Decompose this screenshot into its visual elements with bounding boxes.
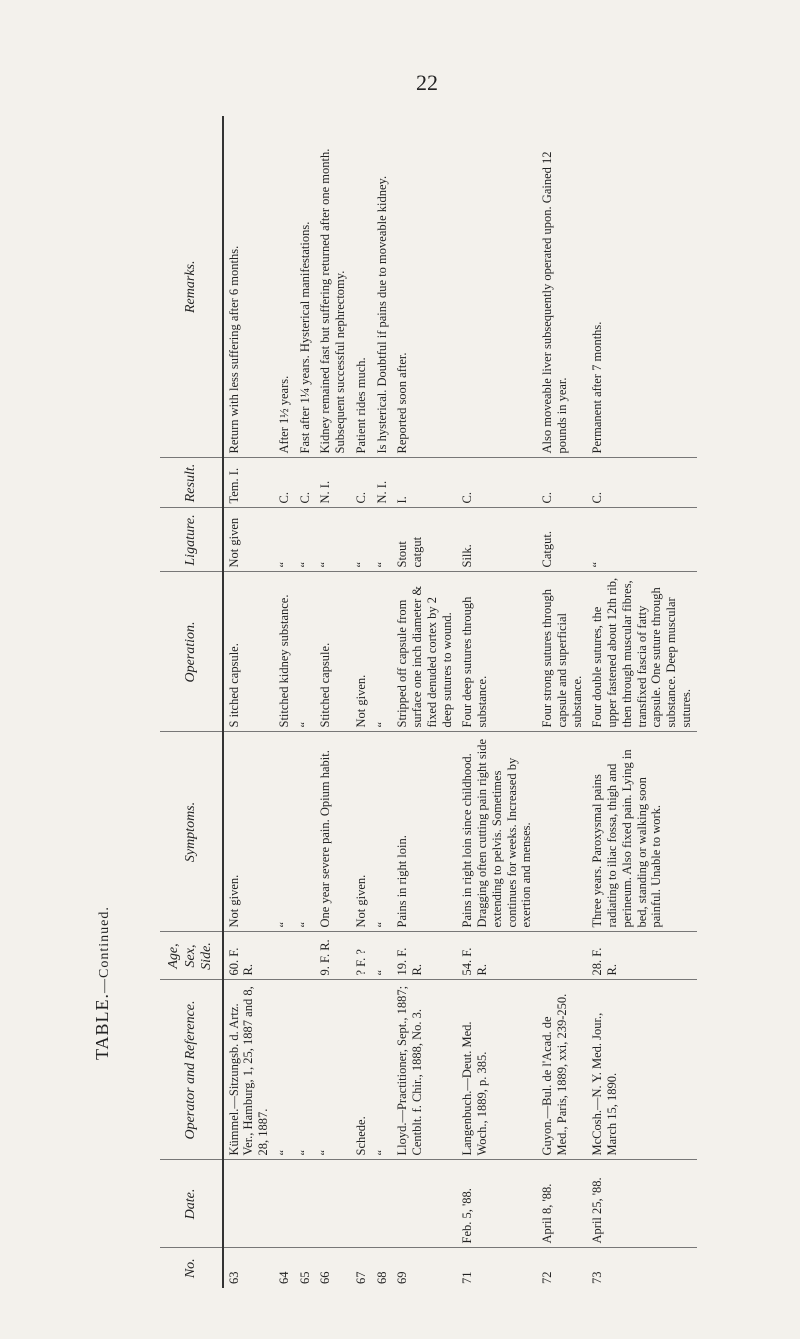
cell-operation: Stripped off capsule from surface one inch diameter & fixed denuded cortex by 2 deep sutures to wound. (392, 572, 457, 732)
cell-symptoms: Pains in right loin since childhood. Dragging often cutting pain right side extending to pelvis. Sometimes continues for weeks. Increased by exertion and menses. (457, 732, 537, 932)
cell-date: April 8, '88. (537, 1160, 587, 1248)
cell-remarks: Patient rides much. (351, 116, 372, 458)
col-header-ligature: Ligature. (160, 508, 223, 572)
cell-date (223, 1160, 274, 1248)
col-header-symptoms: Symptoms. (160, 732, 223, 932)
table-row (457, 116, 537, 1288)
cell-operation: “ (372, 572, 393, 732)
cell-no: 67 (353, 1271, 368, 1284)
cell-symptoms: Not given. (223, 732, 274, 932)
cell-ligature: “ (274, 508, 295, 572)
cell-operator: “ (315, 980, 351, 1160)
cell-operator: McCosh.—N. Y. Med. Jour., March 15, 1890. (587, 980, 696, 1160)
cell-operation: S itched capsule. (223, 572, 274, 732)
cell-age: 28. F. R. (587, 932, 696, 980)
cell-age (274, 932, 295, 980)
cell-operation: Four deep sutures through substance. (457, 572, 537, 732)
cell-no: 66 (318, 1271, 333, 1284)
table-row (295, 116, 316, 1288)
cell-date (295, 1160, 316, 1248)
cell-operator: “ (274, 980, 295, 1160)
cell-remarks: Fast after 1¼ years. Hysterical manifestations. (295, 116, 316, 458)
cell-result: C. (457, 458, 537, 508)
cell-no: 69 (395, 1271, 410, 1284)
cell-operator: “ (372, 980, 393, 1160)
col-header-no: No. (160, 1248, 223, 1288)
cell-age: 19. F. R. (392, 932, 457, 980)
cell-operator: “ (295, 980, 316, 1160)
cell-result: C. (537, 458, 587, 508)
cell-symptoms (537, 732, 587, 932)
cell-result: N. I. (372, 458, 393, 508)
cell-result: C. (274, 458, 295, 508)
table-row (537, 116, 587, 1288)
cell-date (372, 1160, 393, 1248)
header-row (160, 116, 223, 1288)
cell-result: I. (392, 458, 457, 508)
col-header-result: Result. (160, 458, 223, 508)
cell-no: 72 (540, 1271, 555, 1284)
cell-ligature: Catgut. (537, 508, 587, 572)
cell-symptoms: Not given. (351, 732, 372, 932)
cell-operator: Kümmel.—Sitzungsb. d. Artz. Ver., Hamburg, 1, 25, 1887 and 8, 28, 1887. (223, 980, 274, 1160)
rotated-table-wrapper (160, 116, 793, 1288)
cell-operator: Guyon.—Bul. de l'Acad. de Med., Paris, 1889, xxi, 239-250. (537, 980, 587, 1160)
cell-remarks: Reported soon after. (392, 116, 457, 458)
cell-ligature: “ (315, 508, 351, 572)
cell-no: 73 (590, 1271, 605, 1284)
cell-result: C. (351, 458, 372, 508)
cell-age: 9. F. R. (315, 932, 351, 980)
col-header-operator: Operator and Reference. (160, 980, 223, 1160)
cell-symptoms: “ (372, 732, 393, 932)
table-row (392, 116, 457, 1288)
cell-operation: Four strong sutures through capsule and superficial substance. (537, 572, 587, 732)
cell-no: 71 (460, 1271, 475, 1284)
table-heading (92, 760, 118, 1060)
cell-date (315, 1160, 351, 1248)
cell-age (537, 932, 587, 980)
cell-no: 63 (226, 1271, 241, 1284)
table-row (372, 116, 393, 1288)
cell-no: 64 (276, 1271, 291, 1284)
cell-result: C. (587, 458, 696, 508)
cell-remarks: Kidney remained fast but suffering returned after one month. Subsequent successful nephrectomy. (315, 116, 351, 458)
cell-ligature: “ (372, 508, 393, 572)
cell-result: N. I. (315, 458, 351, 508)
cell-ligature: “ (351, 508, 372, 572)
cell-operator: Langenbuch.—Deut. Med. Woch., 1889, p. 385. (457, 980, 537, 1160)
table-row (351, 116, 372, 1288)
cell-symptoms: One year severe pain. Opium habit. (315, 732, 351, 932)
cell-date (351, 1160, 372, 1248)
cell-remarks: Also moveable liver subsequently operated upon. Gained 12 pounds in year. (537, 116, 587, 458)
cell-operation: Stitched kidney substance. (274, 572, 295, 732)
cell-date: April 25, '88. (587, 1160, 696, 1248)
cell-ligature: “ (295, 508, 316, 572)
cell-age: 54. F. R. (457, 932, 537, 980)
cell-operation: “ (295, 572, 316, 732)
cell-symptoms: Three years. Paroxysmal pains radiating to iliac fossa, thigh and perineum. Also fixed pain. Lying in bed, standing or walking soon painful. Unable to work. (587, 732, 696, 932)
table-row (223, 116, 274, 1288)
cell-ligature: Not given (223, 508, 274, 572)
cell-operator: Lloyd.—Practitioner, Sept., 1887; Centblt. f. Chir., 1888, No. 3. (392, 980, 457, 1160)
cell-date (274, 1160, 295, 1248)
cell-date (392, 1160, 457, 1248)
cell-operation: Stitched capsule. (315, 572, 351, 732)
col-header-date: Date. (160, 1160, 223, 1248)
cell-operator: Schede. (351, 980, 372, 1160)
heading-continued: —Continued. (97, 906, 112, 993)
col-header-operation: Operation. (160, 572, 223, 732)
cases-table (160, 116, 697, 1288)
cell-remarks: After 1½ years. (274, 116, 295, 458)
cell-symptoms: Pains in right loin. (392, 732, 457, 932)
col-header-remarks: Remarks. (160, 116, 223, 458)
cell-age (295, 932, 316, 980)
table-row (587, 116, 696, 1288)
page-number: 22 (416, 70, 438, 95)
cell-operation: Not given. (351, 572, 372, 732)
table-row (274, 116, 295, 1288)
cell-remarks: Return with less suffering after 6 months. (223, 116, 274, 458)
cell-ligature: “ (587, 508, 696, 572)
heading-title: TABLE. (92, 992, 112, 1060)
cell-date: Feb. 5, '88. (457, 1160, 537, 1248)
cell-result: C. (295, 458, 316, 508)
cell-remarks (457, 116, 537, 458)
cell-remarks: Permanent after 7 months. (587, 116, 696, 458)
cell-remarks: Is hysterical. Doubtful if pains due to moveable kidney. (372, 116, 393, 458)
cell-symptoms: “ (295, 732, 316, 932)
cell-age: 60. F. R. (223, 932, 274, 980)
table-row (315, 116, 351, 1288)
cell-age: ? F. ? (351, 932, 372, 980)
cell-symptoms: “ (274, 732, 295, 932)
col-header-age: Age, Sex, Side. (160, 932, 223, 980)
cell-operation: Four double sutures, the upper fastened about 12th rib, then through muscular fibres, transfixed fascia of fatty capsule. One suture through substance. Deep muscular sutures. (587, 572, 696, 732)
cell-result: Tem. I. (223, 458, 274, 508)
cell-no: 65 (297, 1271, 312, 1284)
cell-age: “ (372, 932, 393, 980)
cell-ligature: Stout catgut (392, 508, 457, 572)
cell-no: 68 (374, 1271, 389, 1284)
cell-ligature: Silk. (457, 508, 537, 572)
